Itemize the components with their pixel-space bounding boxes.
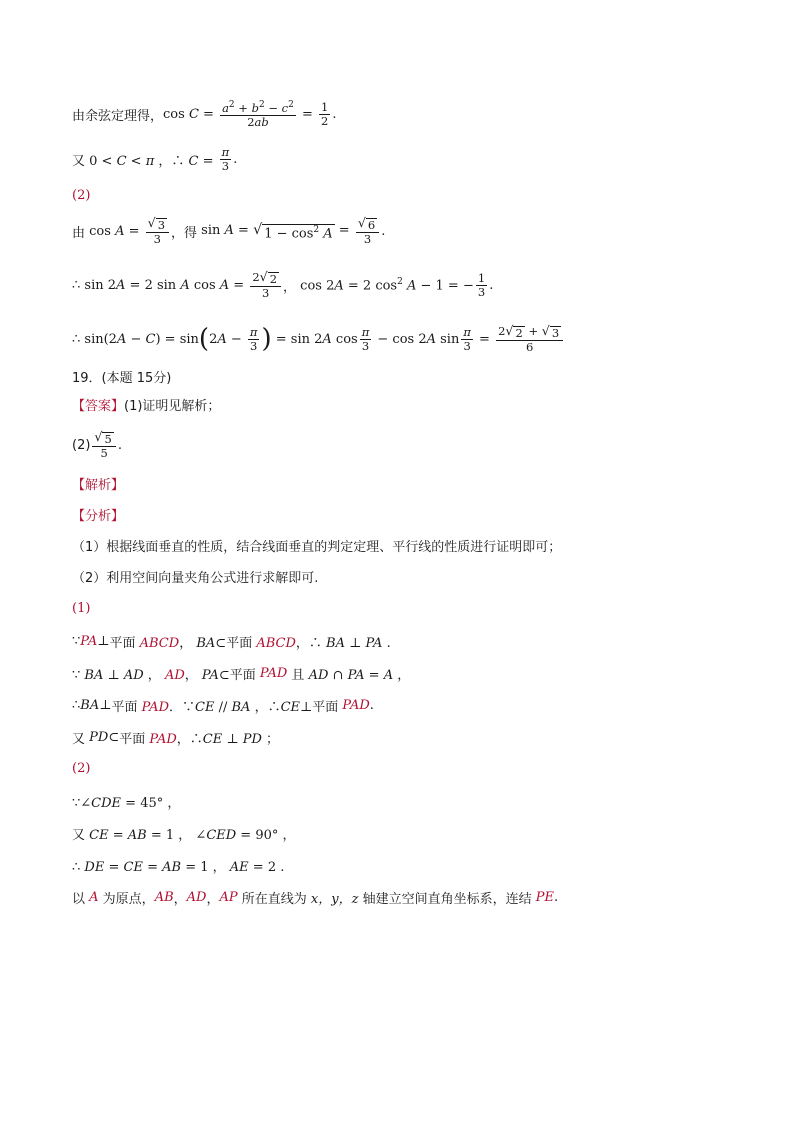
proof-line-2: ∵ BA ⊥ AD ， AD， PA⊂ 平面 PAD 且 AD ∩ PA = A ， [72, 666, 411, 683]
analysis-tag: 【解析】 [72, 478, 125, 493]
part-1-label: (1) [72, 601, 91, 616]
analysis-step-1: （1）根据线面垂直的性质，结合线面垂直的判定定理、平行线的性质进行证明即可； [72, 540, 562, 555]
angle-range-line: 又 0 < C < π ，∴ C = $\frac{\pi}{3}$ . [72, 145, 238, 174]
text-label: 以 [72, 892, 86, 907]
text-label: 为原点， [102, 892, 155, 907]
part-2-label: (2) [72, 188, 91, 203]
analysis-step-2: （2）利用空间向量夹角公式进行求解即可. [72, 571, 319, 586]
proof-line-7: ∴ DE = CE = AB = 1 ， AE = 2 . [72, 860, 285, 875]
text-label: 所在直线为 [241, 892, 307, 907]
double-angle-line: ∴ sin 2A = 2 sin A cos A = 2 √ 2 3 ， cos 2A = 2 $\cos^2 A - 1$ = − $\frac{1}{3}$ . [72, 269, 494, 301]
fenxi-tag: 【分析】 [72, 509, 125, 524]
plane-word: 平面 [111, 700, 138, 715]
part-2b-label: (2) [72, 761, 91, 776]
plane-word: 平面 [119, 732, 146, 747]
proof-line-1: ∵PA⊥ 平面 ABCD， BA⊂ 平面 ABCD，∴ BA ⊥ PA . [72, 634, 391, 651]
text-label: 轴建立空间直角坐标系，连结 [362, 892, 532, 907]
text-label: ，得 [171, 225, 198, 241]
text-label: 又 [72, 732, 86, 747]
proof-line-6: 又 CE = AB = 1 ， ∠CED = 90° ， [72, 824, 296, 843]
and-word: 且 [291, 668, 305, 683]
proof-line-8: 以 A 为原点， AB ， AD ， AP 所在直线为 x，y，z 轴建立空间直角坐标系，连结 PE . [72, 890, 559, 907]
answer-line [72, 395, 220, 414]
sin-difference-line: ∴ sin(2A − C) = sin ( 2A − $\frac{\pi}{3}$ ) = sin 2A cos $\frac{\pi}{3}$ − cos 2A sin $\frac{\pi}{3}$ = 2 √ 2 + √ 3 6 [72, 324, 565, 354]
text-label: 又 [72, 154, 86, 170]
sin-a-line: 由 cos A = √ 3 3 ，得 sin A = √ $1 - \cos^2 A$ = √ 6 3 . [72, 215, 386, 247]
answer-tag: 【答案】 [72, 399, 125, 414]
text-label: 由余弦定理得， [72, 109, 164, 125]
proof-line-4: 又 PD⊂ 平面 PAD，∴CE ⊥ PD ； [72, 730, 280, 747]
plane-word: 平面 [109, 636, 136, 651]
plane-word: 平面 [229, 668, 256, 683]
question-19-heading: 19．(本题 15分) [72, 371, 172, 386]
text-label: (2) [72, 437, 91, 453]
proof-line-3: ∴BA⊥ 平面 PAD．∵CE // BA ，∴CE⊥ 平面 PAD. [72, 698, 374, 715]
plane-word: 平面 [226, 636, 253, 651]
plane-word: 平面 [312, 700, 339, 715]
answer-text: (1)证明见解析； [124, 399, 221, 414]
text-label: 由 [72, 225, 86, 241]
answer-part-2: (2) √ 5 5 . [72, 429, 122, 461]
cosine-law-line: 由余弦定理得， cos C = $\frac{a^2 + b^2 - c^2}{2ab}$ = $\frac{1}{2}$ . [72, 99, 337, 130]
separator: ， [283, 279, 297, 295]
proof-line-5: ∵∠CDE = 45° ， [72, 796, 181, 811]
text-label: 又 [72, 828, 86, 843]
